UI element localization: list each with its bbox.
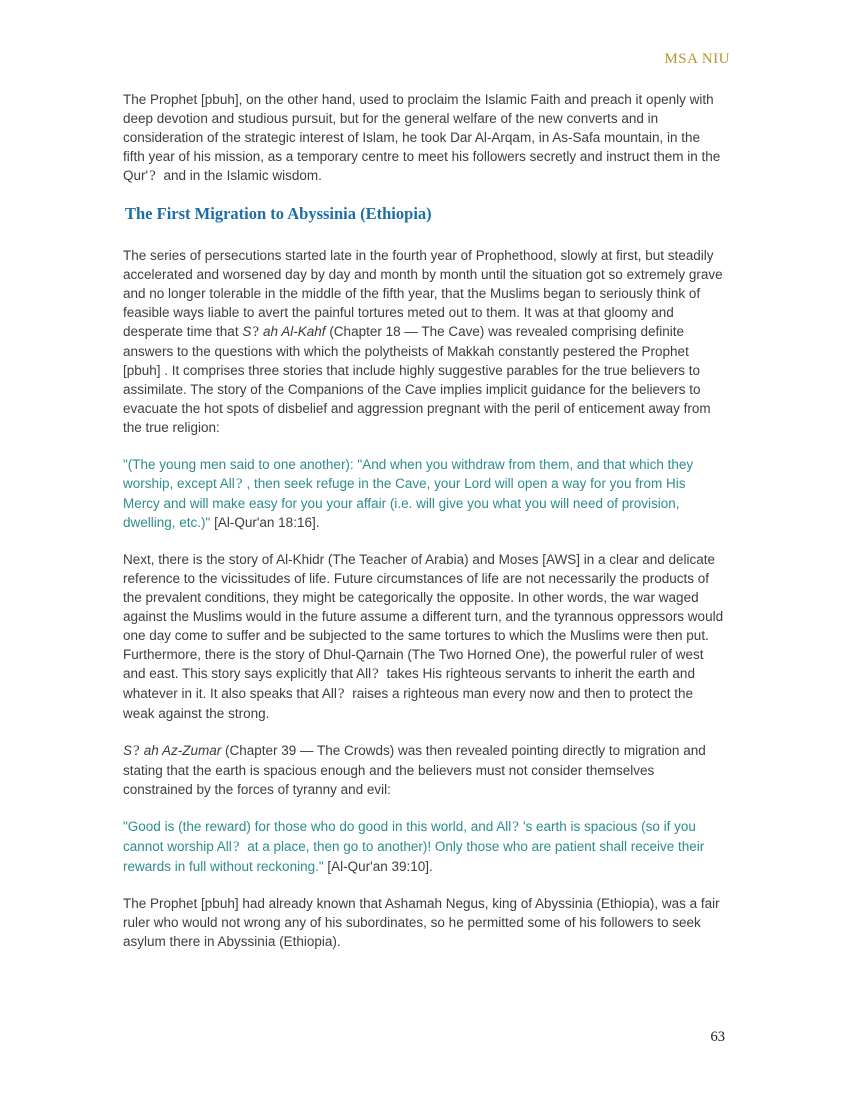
text-segment: The Prophet [pbuh] had already known that Ashamah Negus, king of Abyssinia (Ethiopia), was a fair ruler who would not wrong any of his subordinates, so he permitted some of his followers to seek asylum there in Abyssinia (Ethiopia). [123,896,720,949]
text-segment: Next, there is the story of Al-Khidr (The Teacher of Arabia) and Moses [AWS] in a clear and delicate reference to the vicissitudes of life. Future circumstances of life are not necessarily the products of the prevalent conditions, they might be categorically the opposite. In other words, the war waged against the Muslims would in the future assume a different turn, and the tyrannous oppressors would one day come to suffer and be subjected to the same tortures to which the Muslims were then put. Furthermore, there is the story of Dhul-Qarnain (The Two Horned One), the powerful ruler of west and east. This story says explicitly that All [123,552,724,681]
page-footer [123,1028,725,1046]
missing-glyph: ? [337,686,345,702]
text-segment: S [242,324,252,339]
missing-glyph: ? [149,168,156,184]
missing-glyph: ? [372,666,379,682]
body-paragraph [123,550,725,723]
text-segment: , then seek refuge in the Cave, your Lord will open a way for you from His Mercy and will make easy for you your affair (i.e. will give you what you will need of provision, dwelling, etc.)" [123,476,686,530]
text-segment: raises a righteous man every now and then to protect the weak against the strong. [123,686,693,721]
quran-quote [123,455,725,532]
missing-glyph: ? [512,819,519,835]
section-heading: The First Migration to Abyssinia (Ethiopia) [125,204,432,223]
text-segment: and in the Islamic wisdom. [159,168,322,183]
text-segment: 's earth is spacious (so if you cannot worship All [123,819,696,854]
body-paragraph [123,246,725,437]
missing-glyph: ? [232,839,240,855]
text-segment: at a place, then go to another)! Only those who are patient shall receive their rewards in full without reckoning." [123,839,705,874]
text-segment: S [123,743,133,758]
text-segment: [Al-Qur'an 18:16]. [210,515,320,530]
body-paragraph [123,741,725,799]
text-segment: ah Az-Zumar [143,743,222,758]
text-segment: takes His righteous servants to inherit the earth and whatever in it. It also speaks that All [123,666,695,701]
text-segment: The series of persecutions started late in the fourth year of Prophethood, slowly at first, but steadily accelerated and worsened day by day and month by month until the situation got so extremely grave and no longer tolerable in the middle of the fifth year, that the Muslims began to seriously think of feasible ways liable to avert the painful tortures meted out to them. It was at that gloomy and desperate time that [123,248,723,339]
missing-glyph: ? [133,743,140,759]
text-segment: "Good is (the reward) for those who do good in this world, and All [123,819,512,834]
text-segment: The Prophet [pbuh], on the other hand, used to proclaim the Islamic Faith and preach it openly with deep devotion and studious pursuit, but for the general welfare of the new converts and in consideration of the strategic interest of Islam, he took Dar Al-Arqam, in As-Safa mountain, in the fifth year of his mission, as a temporary centre to meet his followers secretly and instruct them in the Qur' [123,92,721,183]
body-paragraph [123,894,725,951]
page-header [664,50,730,68]
text-segment: "(The young men said to one another): "And when you withdraw from them, and that which they worship, except All [123,457,694,491]
document-blocks [123,90,725,969]
body-paragraph [123,90,725,186]
text-segment: (Chapter 18 — The Cave) was revealed comprising definite answers to the questions with which the polytheists of Makkah constantly pestered the Prophet [pbuh] . It comprises three stories that include highly suggestive parables for the true believers to assimilate. The story of the Companions of the Cave implies implicit guidance for the believers to evacuate the hot spots of disbelief and aggression pregnant with the peril of enticement away from the true religion: [123,324,711,435]
brand-text: MSA NIU [664,51,730,67]
text-segment: [Al-Qur'an 39:10]. [323,859,433,874]
quran-quote [123,817,725,876]
text-segment: ah Al-Kahf [263,324,326,339]
text-segment: (Chapter 39 — The Crowds) was then revealed pointing directly to migration and stating that the earth is spacious enough and the believers must not consider themselves constrained by the forces of tyranny and evil: [123,743,706,797]
page-number: 63 [710,1029,725,1045]
missing-glyph: ? [235,476,243,492]
missing-glyph: ? [252,324,260,340]
